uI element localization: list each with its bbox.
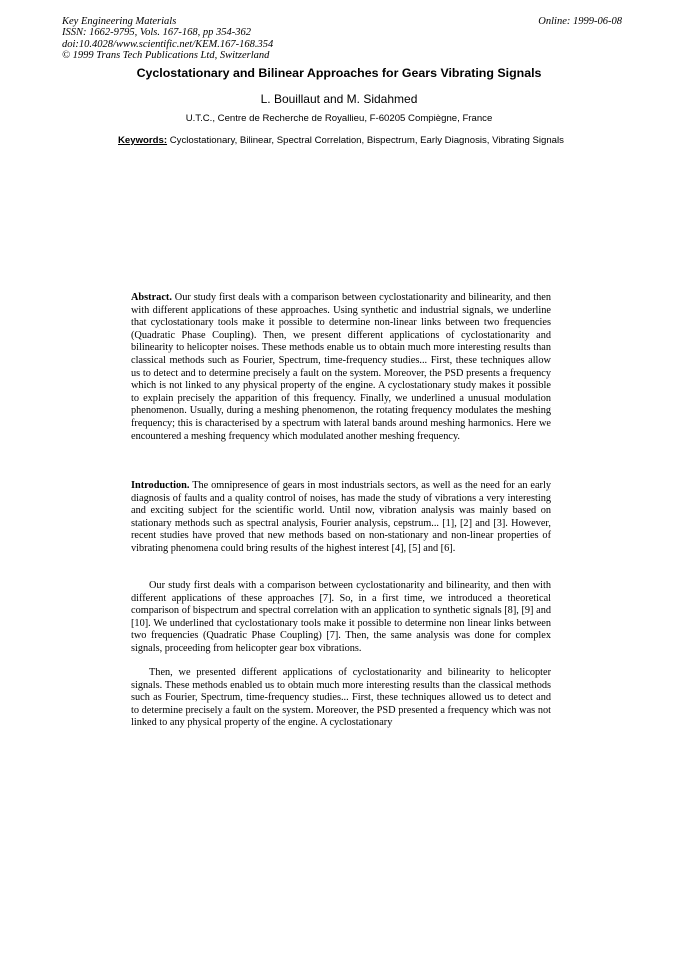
paper-title: Cyclostationary and Bilinear Approaches for Gears Vibrating Signals bbox=[136, 66, 542, 80]
abstract-label: Abstract. bbox=[131, 292, 172, 303]
keywords bbox=[118, 135, 570, 146]
journal-header bbox=[62, 16, 273, 62]
introduction-label: Introduction. bbox=[131, 480, 190, 491]
body-paragraph: Then, we presented different applications of cyclostationarity and bilinearity to helicopter signals. These methods enabled us to obtain much more interesting results than the classical methods such as Fourier, Spectrum, time-frequency studies... First, these techniques allowed us to detect and to determine precisely a fault on the system. Moreover, the PSD presented a frequency which was not linked to any physical property of the engine. A cyclostationary bbox=[131, 667, 551, 729]
paper-authors: L. Bouillaut and M. Sidahmed bbox=[260, 92, 418, 106]
journal-name: Key Engineering Materials bbox=[62, 16, 177, 27]
abstract-text: Our study first deals with a comparison between cyclostationarity and bilinearity, and then with different applications of these approaches. Using synthetic and industrial signals, we underline that cyclostationary tools make it possible to determine non-linear links between two frequencies (Quadratic Phase Coupling). Then, we present different applications of cyclostationarity and bilinearity to helicopter noises. These methods enable us to obtain much more interesting results than classical methods such as Fourier, Spectrum, time-frequency studies... First, these techniques allow us to detect and to determine precisely a fault on the system. Moreover, the PSD presents a frequency which is not linked to any physical property of the engine. A cyclostationary study makes it possible to explain precisely the apparition of this frequency. Finally, we underlined a unusual modulation phenomenon. Usually, during a meshing phenomenon, the rotating frequency modulates the meshing frequency; this is characterised by a spectrum with lateral bands around meshing harmonics. Here we encountered a meshing frequency which modulated another meshing frequency. bbox=[131, 292, 551, 442]
online-date: Online: 1999-06-08 bbox=[538, 16, 622, 27]
abstract bbox=[131, 292, 551, 443]
copyright-line: © 1999 Trans Tech Publications Ltd, Switzerland bbox=[62, 50, 270, 62]
introduction-paragraph bbox=[131, 480, 551, 556]
issn-line: ISSN: 1662-9795, Vols. 167-168, pp 354-362 bbox=[62, 27, 251, 39]
keywords-text: Cyclostationary, Bilinear, Spectral Correlation, Bispectrum, Early Diagnosis, Vibrating Signals bbox=[169, 135, 564, 146]
doi-line: doi:10.4028/www.scientific.net/KEM.167-168.354 bbox=[62, 38, 274, 50]
keywords-label: Keywords: bbox=[118, 135, 168, 146]
introduction-text: The omnipresence of gears in most industrials sectors, as well as the need for an early diagnosis of faults and a quality control of noises, has made the study of vibrations a very interesting and exciting subject for the scientific world. Until now, vibration analysis was mainly based on stationary methods such as spectral analysis, Fourier analysis, cepstrum... [1], [2] and [3]. However, recent studies have proved that new methods based on non-stationary and non-linear properties of vibrating phenomena could bring results of the highest interest [4], [5] and [6]. bbox=[131, 480, 551, 554]
author-affiliation: U.T.C., Centre de Recherche de Royallieu, F-60205 Compiègne, France bbox=[185, 113, 493, 124]
body-paragraph: Our study first deals with a comparison between cyclostationarity and bilinearity, and then with different applications of these approaches [7]. So, in a first time, we introduced a theoretical comparison of bispectrum and spectral correlation with an application to synthetic signals [8], [9] and [10]. We underlined that cyclostationary tools make it possible to determine non linear links between two frequencies (Quadratic Phase Coupling) [7]. Then, the same analysis was done for complex signals, proceeding from helicopter gear box vibrations. bbox=[131, 580, 551, 654]
